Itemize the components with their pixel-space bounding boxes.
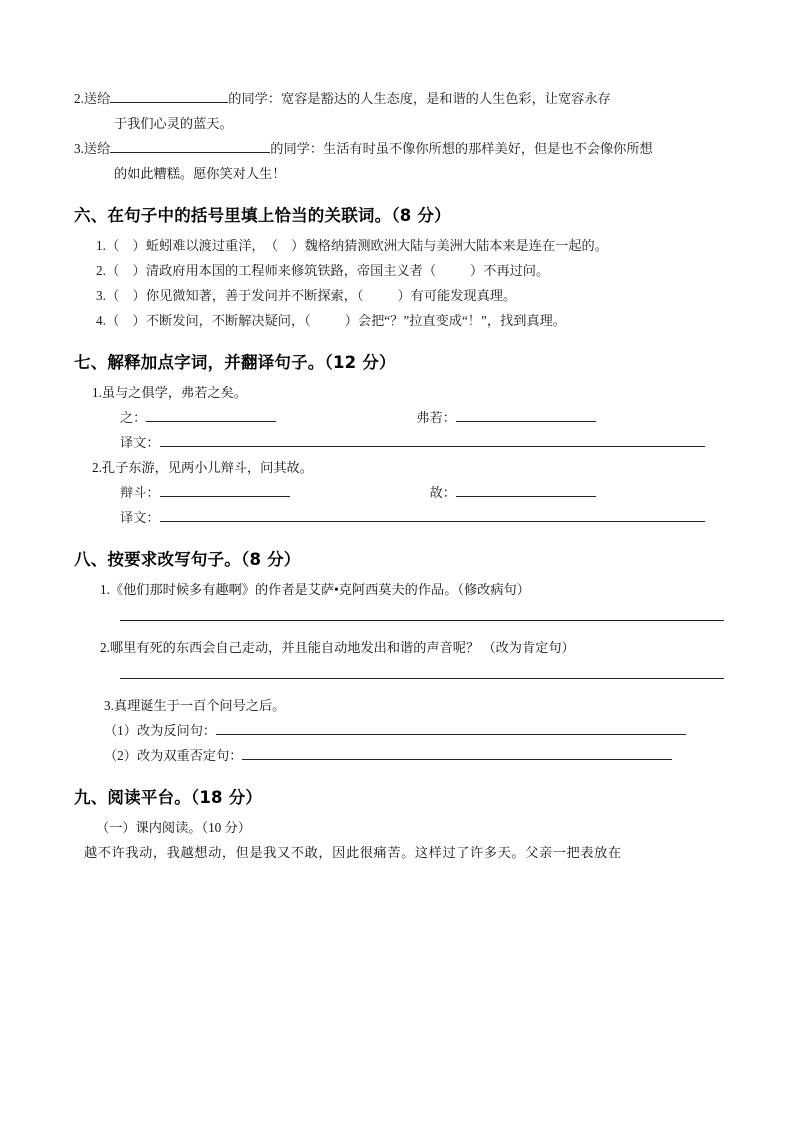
list-item: [74, 258, 721, 283]
item-text-a: 你见微知著，善于发问并不断探索，（: [145, 288, 364, 303]
item-number: 3.: [104, 698, 114, 713]
item-text: 的同学：生活有时虽不像你所想的那样美好，但是也不会像你所想: [270, 141, 653, 156]
item-number: 3.: [74, 141, 84, 156]
section-title: 八、按要求改写句子。: [74, 550, 241, 569]
item-number: 2.: [92, 460, 102, 475]
answer-blank[interactable]: [120, 678, 724, 679]
item-number: 4.: [96, 313, 106, 328]
section-heading-nine: [74, 784, 721, 808]
list-item: [74, 283, 721, 308]
list-item: [74, 136, 721, 161]
answer-paren[interactable]: （ ）: [106, 313, 146, 328]
sub-question-label: （2）改为双重否定句：: [104, 748, 243, 763]
question-text: [74, 635, 721, 660]
sub-section-heading: （一）课内阅读。（10 分）: [96, 820, 251, 835]
list-item: [74, 86, 721, 111]
item-text-b: ）不再过问。: [470, 263, 550, 278]
question-tag: （改为肯定句）: [482, 640, 575, 655]
section-points: （8 分）: [241, 550, 301, 569]
item-number: 2.: [74, 91, 84, 106]
list-item: [74, 233, 721, 258]
item-text-a: 清政府用本国的工程师来修筑铁路，帝国主义者（: [145, 263, 437, 278]
item-prefix: 送给: [83, 91, 111, 106]
answer-paren[interactable]: （ ）: [106, 238, 146, 253]
answer-paren[interactable]: （ ）: [106, 263, 146, 278]
answer-blank[interactable]: [242, 745, 672, 760]
translation-row: [74, 430, 721, 455]
term-label-2: 故：: [429, 485, 456, 500]
list-item: [74, 308, 721, 333]
question-sentence: 哪里有死的东西会自己走动，并且能自动地发出和谐的声音呢？: [109, 640, 480, 655]
section-seven-q2: [74, 455, 721, 530]
translation-label: 译文：: [120, 510, 160, 525]
answer-blank[interactable]: [456, 407, 596, 422]
item-number: 1.: [92, 385, 102, 400]
question-text: [74, 577, 721, 602]
answer-row: [74, 480, 721, 505]
term-label-1: 辩斗：: [120, 485, 160, 500]
reading-paragraph: 越不许我动，我越想动，但是我又不敢，因此很痛苦。这样过了许多天。父亲一把表放在: [84, 845, 622, 860]
section-title: 六、在句子中的括号里填上恰当的关联词。: [74, 206, 392, 225]
section-seven-q1: [74, 380, 721, 455]
section-title: 九、阅读平台。: [74, 788, 191, 807]
item-text-b: ）会把“？”拉直变成“！”，找到真理。: [344, 313, 566, 328]
answer-blank[interactable]: [120, 620, 724, 621]
question-text: [74, 380, 721, 405]
section-points: （12 分）: [324, 353, 396, 372]
section-six-items: [74, 233, 721, 333]
answer-blank[interactable]: [160, 507, 705, 522]
translation-label: 译文：: [120, 435, 160, 450]
term-label-2: 弗若：: [416, 410, 456, 425]
item-number: 1.: [96, 238, 106, 253]
sub-question-row: [74, 718, 721, 743]
answer-paren[interactable]: （ ）: [264, 238, 305, 253]
question-sentence: 真理诞生于一百个问号之后。: [113, 698, 286, 713]
item-text-b: 魏格纳猜测欧洲大陆与美洲大陆本来是连在一起的。: [304, 238, 608, 253]
item-number: 2.: [100, 640, 110, 655]
fill-blank[interactable]: [110, 138, 270, 153]
answer-blank[interactable]: [146, 407, 276, 422]
sub-question-row: [74, 743, 721, 768]
section-eight-items: [74, 577, 721, 768]
answer-row: [74, 405, 721, 430]
item-text-a: 蚯蚓难以渡过重洋，: [145, 238, 265, 253]
section-heading-six: [74, 202, 721, 226]
term-label-1: 之：: [120, 410, 147, 425]
question-sentence: 虽与之俱学，弗若之矣。: [101, 385, 247, 400]
answer-blank[interactable]: [160, 482, 290, 497]
list-item-continuation: 于我们心灵的蓝天。: [114, 116, 233, 131]
list-item-continuation: 的如此糟糕。愿你笑对人生！: [114, 166, 286, 181]
question-text: [74, 455, 721, 480]
item-number: 3.: [96, 288, 106, 303]
answer-blank[interactable]: [160, 432, 705, 447]
item-text: 的同学：宽容是豁达的人生态度，是和谐的人生色彩，让宽容永存: [228, 91, 611, 106]
answer-blank[interactable]: [216, 720, 686, 735]
section-points: （8 分）: [391, 206, 451, 225]
question-sentence: 《他们那时候多有趣啊》的作者是艾萨•克阿西莫夫的作品。: [109, 582, 458, 597]
question-tag: （修改病句）: [457, 582, 530, 597]
fill-blank[interactable]: [110, 88, 228, 103]
item-number: 2.: [96, 263, 106, 278]
section-heading-eight: [74, 546, 721, 570]
section-points: （18 分）: [190, 788, 263, 807]
sub-question-label: （1）改为反问句：: [104, 723, 217, 738]
section-heading-seven: [74, 349, 721, 373]
question-text: [74, 693, 721, 718]
carryover-block: [74, 86, 721, 186]
item-text-a: 不断发问，不断解决疑问，（: [145, 313, 311, 328]
answer-blank[interactable]: [456, 482, 596, 497]
answer-paren[interactable]: （ ）: [106, 288, 146, 303]
item-prefix: 送给: [83, 141, 111, 156]
section-title: 七、解释加点字词，并翻译句子。: [74, 353, 325, 372]
item-number: 1.: [100, 582, 110, 597]
question-sentence: 孔子东游，见两小儿辩斗，问其故。: [101, 460, 313, 475]
translation-row: [74, 505, 721, 530]
item-text-b: ）有可能发现真理。: [397, 288, 517, 303]
